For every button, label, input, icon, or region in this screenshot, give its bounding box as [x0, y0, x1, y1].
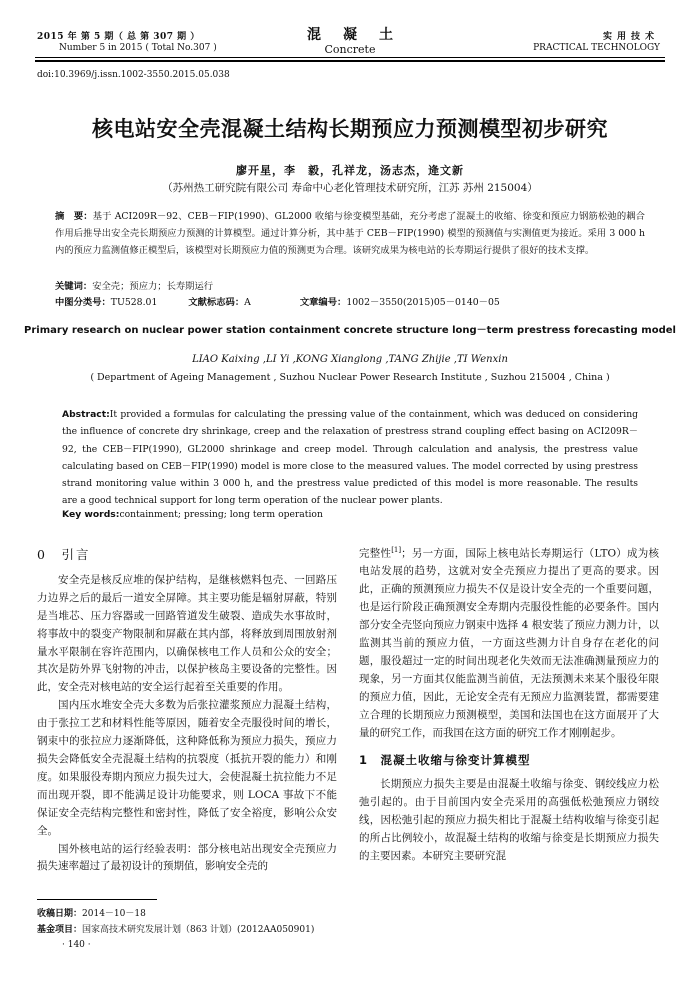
keywords-en-text: containment; pressing; long term operation [119, 509, 323, 520]
body-paragraph: 国外核电站的运行经验表明：部分核电站出现安全壳预应力损失速率超过了最初设计的预期值，影响安全壳的 [37, 842, 337, 873]
authors-en: LIAO Kaixing ,LI Yi ,KONG Xianglong ,TANG Zhijie ,TI Wenxin [192, 354, 508, 365]
para-start: 完整性 [359, 547, 392, 560]
footnote-rule [37, 899, 157, 900]
section-1-title: 1 混凝土收缩与徐变计算模型 [359, 753, 531, 768]
left-column [37, 546, 337, 876]
fund-value: 国家高技术研究发展计划（863 计划）(2012AA050901) [82, 925, 315, 935]
abstract-zh [55, 208, 645, 259]
keywords-zh [55, 278, 213, 292]
header-column-en: PRACTICAL TECHNOLOGY [533, 43, 660, 53]
header-rule-thin [35, 57, 665, 58]
header-issue-en: Number 5 in 2015 ( Total No.307 ) [59, 43, 217, 53]
abstract-en-label: Abstract: [62, 409, 110, 420]
doc-code-value: A [244, 297, 251, 308]
body-paragraph [359, 542, 659, 742]
keywords-zh-text: 安全壳；预应力；长寿期运行 [92, 281, 214, 292]
abstract-en-text: It provided a formulas for calculating the pressing value of the containment, which was deduced on considering the influence of concrete dry shrinkage, creep and the relaxation of prestress strand coupling effect basing on ACI209R－92, the CEB－FIP(1990), GL2000 shrinkage and creep model. Through calculation and analysis, the prestress value calculating based on CEB－FIP(1990) model is more close to the measured values. The model corrected by using prestress strand monitoring value within 3 000 h, and the prestress value predicted of this model is more reasonable. The results are a good technical support for long term operation of the nuclear power plants. [62, 409, 638, 507]
received-label: 收稿日期： [37, 909, 83, 919]
right-column [359, 542, 659, 866]
affiliation-zh: （苏州热工研究院有限公司 寿命中心老化管理技术研究所，江苏 苏州 215004） [162, 182, 538, 194]
authors-zh: 廖开星，李 毅，孔祥龙，汤志杰，逄文新 [236, 164, 464, 177]
abstract-zh-text: 基于 ACI209R－92、CEB－FIP(1990)、GL2000 收缩与徐变模型基础，充分考虑了混凝土的收缩、徐变和预应力钢筋松弛的耦合作用后推导出安全壳长期预应力预测的计算模型。通过计算分析，其中基于 CEB－FIP(1990) 模型的预测值与实测值更为接近。采用 3 000 h 内的预应力监测值修正模型后，该模型对长期预应力值的预测更为合理。该研究成果为核电站的长寿期运行提供了很好的技术支撑。 [55, 211, 645, 256]
classification-row [55, 294, 655, 308]
header-journal-en: Concrete [324, 43, 376, 56]
header-column-zh: 实用技术 [602, 32, 659, 42]
article-no-label: 文章编号： [299, 297, 347, 308]
para-rest: ；另一方面，国际上核电站长寿期运行（LTO）成为核电站发展的趋势，这就对安全壳预应力提出了更高的要求。因此，正确的预测预应力损失不仅是设计安全壳的一个重要问题，也是运行阶段正确预测安全寿期内壳服役性能的必要条件。国内部分安全壳竖向预应力钢束中选择 4 根安装了预应力测力计，以监测其当前的预应力值，一方面这些测力计自身存在老化的问题，服役超过一定的时间出现老化失效而无法准确测量预应力的现象，另一方面其仅能监测当前值，无法预测未来某个服役年限的预应力值，因此，无论安全壳有无预应力监测装置，都需要建立合理的长期预应力预测模型，美国和法国也在这方面展开了大量的研究工作，而我国在这方面的研究工作才刚刚起步。 [359, 547, 659, 739]
paper-title-zh: 核电站安全壳混凝土结构长期预应力预测模型初步研究 [92, 117, 608, 141]
footnote-fund [37, 922, 314, 935]
body-paragraph: 国内压水堆安全壳大多数为后张拉灌浆预应力混凝土结构，由于张拉工艺和材料性能等原因，随着安全壳服役时间的增长，钢束中的张拉应力逐渐降低，这种降低称为预应力损失，预应力损失会降低安全壳混凝土结构的抗裂度（抵抗开裂的能力）和刚度。如果服役寿期内预应力损失过大，会使混凝土抗拉能力不足而出现开裂，即不能满足设计功能要求，则 LOCA 事故下不能保证安全壳结构完整性和密封性，降低了安全裕度，影响公众安全。 [37, 699, 337, 837]
section-0-title: 0 引言 [37, 547, 91, 562]
doi: doi:10.3969/j.issn.1002-3550.2015.05.038 [37, 70, 230, 80]
abstract-en [62, 406, 638, 510]
clc-label: 中图分类号： [55, 297, 111, 308]
footnote-received [37, 906, 146, 919]
fund-label: 基金项目： [37, 925, 83, 935]
body-paragraph: 安全壳是核反应堆的保护结构，是继核燃料包壳、一回路压力边界之后的最后一道安全屏障。其主要功能是辐射屏蔽，特别是当堆芯、压力容器或一回路管道发生破裂、造成失水事故时，将事故中的裂变产物限制和屏蔽在其内部，将释放到周围放射剂量水平限制在容许范围内，以确保核电工作人员和公众的安全；其次是防外界飞射物的冲击，以保护核岛主要设备的完整性。因此，安全壳对核电站的安全运行起着至关重要的作用。 [37, 573, 337, 694]
clc-value: TU528.01 [110, 297, 158, 308]
citation: [1] [391, 546, 402, 554]
article-no-value: 1002－3550(2015)05－0140－05 [346, 297, 500, 308]
header-issue-zh: 2015 年 第 5 期（ 总 第 307 期 ） [37, 32, 200, 42]
header-journal-zh: 混凝土 [307, 27, 415, 43]
body-paragraph: 长期预应力损失主要是由混凝土收缩与徐变、钢绞线应力松弛引起的。由于目前国内安全壳采用的高强低松弛预应力钢绞线，因松弛引起的预应力损失相比于混凝土结构收缩与徐变引起的所占比例较小，故混凝土结构的收缩与徐变是长期预应力损失的主要因素。本研究主要研究混 [359, 778, 659, 862]
keywords-en [62, 509, 323, 520]
affiliation-en: ( Department of Ageing Management , Suzhou Nuclear Power Research Institute , Suzhou 215004 , China ) [90, 372, 610, 383]
keywords-en-label: Key words: [62, 509, 120, 520]
header-rule-thick [35, 60, 665, 62]
keywords-zh-label: 关键词： [55, 281, 93, 292]
page-number: · 140 · [62, 940, 91, 950]
paper-title-en: Primary research on nuclear power station containment concrete structure long－term prestress forecasting model [24, 325, 676, 336]
received-value: 2014－10－18 [82, 909, 146, 919]
abstract-zh-label: 摘 要： [55, 211, 93, 222]
doc-code-label: 文献标志码： [188, 297, 245, 308]
